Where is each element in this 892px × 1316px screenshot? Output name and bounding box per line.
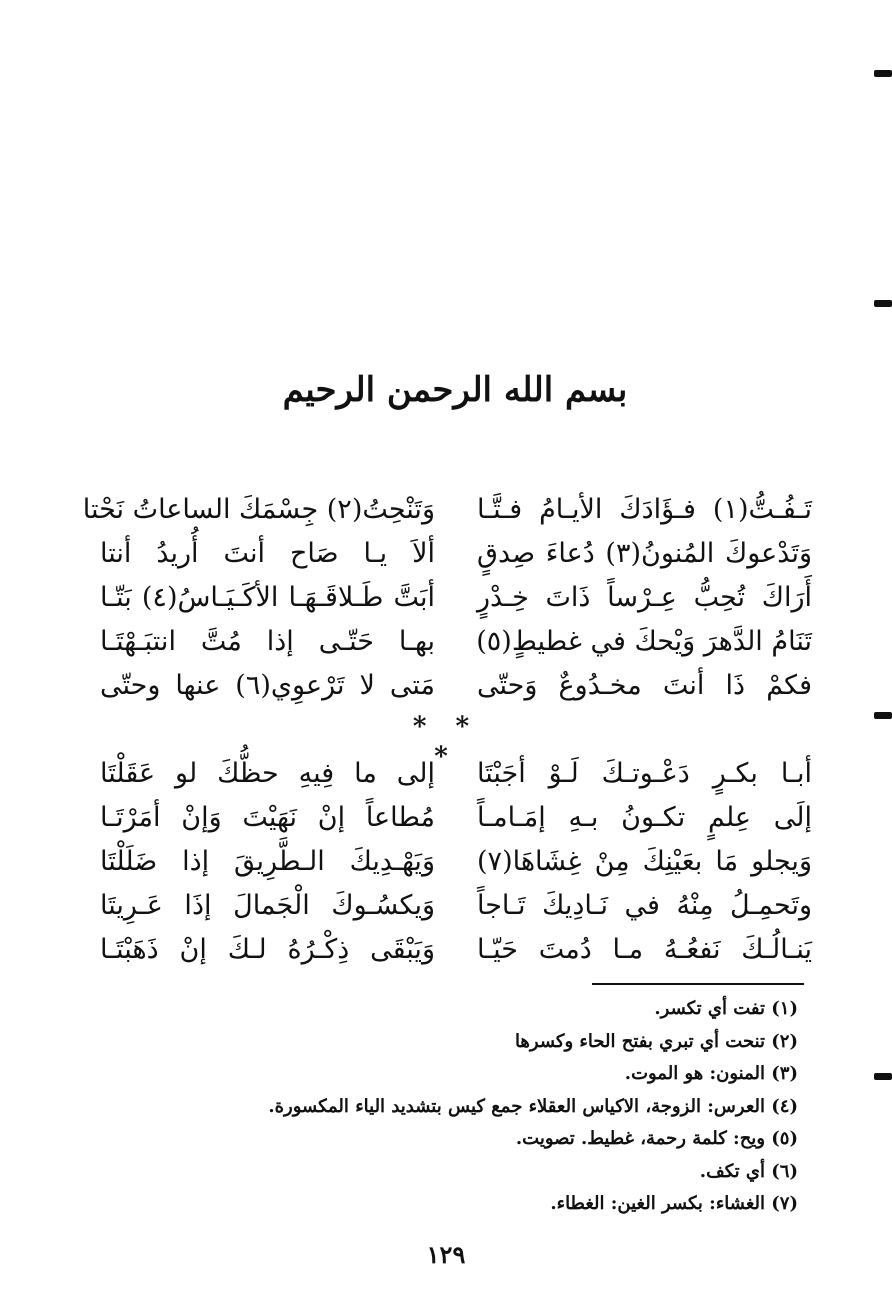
verse — [100, 928, 812, 972]
verse-first-hemistich: تَـفُـتُّ(١) فـؤَادَكَ الأيـامُ فـتَّـا — [477, 494, 812, 525]
footnote: (١) تفت أي تكسر. — [654, 998, 798, 1019]
verse — [100, 532, 812, 576]
basmala — [240, 370, 670, 430]
verse-second-hemistich: وَيَبْقَى ذِكْـرُهُ لـكَ إنْ ذَهَبْتَـا — [100, 934, 435, 965]
stanza-2 — [100, 752, 812, 972]
verse — [100, 840, 812, 884]
footnote: (٧) الغشاء: بكسر الغين: الغطاء. — [550, 1193, 798, 1214]
edge-mark — [874, 70, 892, 77]
verse-second-hemistich: بهـا حَتّـى إذا مُتَّ انتبَـهْتَـا — [100, 626, 435, 657]
page-number: ١٢٩ — [426, 1240, 466, 1269]
verse-first-hemistich: أبـا بكـرٍ دَعْـوتـكَ لَـوْ أجَبْتَا — [477, 758, 812, 789]
verse-first-hemistich: وَيجلو مَا بعَيْنِكَ مِنْ غِشَاهَا(٧) — [477, 846, 812, 877]
footnote: (٥) ويح: كلمة رحمة، غطيط. تصويت. — [515, 1128, 798, 1149]
footnotes — [178, 993, 798, 1221]
verse-first-hemistich: يَنـالُـكَ نَفعُـهُ مـا دُمتَ حَيّـا — [477, 934, 812, 965]
verse — [100, 664, 812, 708]
verse — [100, 884, 812, 928]
footnote: (٤) العرس: الزوجة، الاكياس العقلاء جمع كيس بتشديد الياء المكسورة. — [268, 1095, 798, 1117]
verse-second-hemistich: مَتى لا تَرْعوِي(٦) عنها وحتّى — [100, 670, 435, 701]
verse-second-hemistich: وَيَهْـدِيكَ الـطَّرِيقَ إذا ضَلَلْتَا — [100, 846, 435, 877]
edge-mark — [874, 1073, 892, 1080]
footnote: (٦) أي تكف. — [699, 1160, 798, 1182]
verse — [100, 752, 812, 796]
verse-first-hemistich: فكمْ ذَا أنتَ مخـدُوعٌ وَحتّى — [477, 670, 812, 701]
edge-mark — [874, 712, 892, 719]
verse — [100, 620, 812, 664]
verse-first-hemistich: وتَحمِـلُ مِنْهُ في نَـادِيكَ تَـاجاً — [477, 890, 812, 921]
verse-second-hemistich: إلى ما فِيهِ حظُّكَ لو عَقَلْتَا — [100, 758, 435, 789]
verse — [82, 488, 812, 532]
stanza-1 — [82, 488, 812, 708]
verse-first-hemistich: إلَى عِلمٍ تكـونُ بـهِ إمَـامـاً — [477, 802, 812, 833]
footnote: (٢) تنحت أي تبري بفتح الحاء وكسرها — [514, 1030, 798, 1052]
footnote-divider — [592, 983, 804, 985]
verse-second-hemistich: وَتَنْحِتُ(٢) جِسْمَكَ الساعاتُ نَحْتا — [82, 494, 435, 525]
verse-second-hemistich: وَيكسُـوكَ الْجَمالَ إذَا عَـرِيتَا — [100, 890, 435, 921]
basmala-text: بسم الله الرحمن الرحيم — [282, 370, 628, 410]
verse-first-hemistich: أَرَاكَ تُحِبُّ عِـرْساً ذَاتَ خِـدْرٍ — [477, 582, 812, 613]
verse-second-hemistich: ألاَ يـا صَاح أنتَ أُريدُ أنتا — [100, 538, 435, 569]
verse — [100, 796, 812, 840]
verse-first-hemistich: وَتَدْعوكَ المُنونُ(٣) دُعاءَ صِدقٍ — [477, 538, 812, 569]
verse-second-hemistich: مُطاعاً إنْ نَهَيْتَ وَإنْ أمَرْتَـا — [100, 802, 435, 833]
edge-mark — [874, 300, 892, 307]
verse — [100, 576, 812, 620]
verse-first-hemistich: تَنَامُ الدَّهرَ وَيْحكَ في غطيطٍ(٥) — [476, 626, 812, 657]
verse-second-hemistich: أبَتَّ طَـلاقَـهَـا الأكَـيَـاسُ(٤) بَتّـا — [100, 582, 435, 613]
section-separator: * * * — [412, 712, 480, 772]
footnote: (٣) المنون: هو الموت. — [624, 1063, 798, 1084]
